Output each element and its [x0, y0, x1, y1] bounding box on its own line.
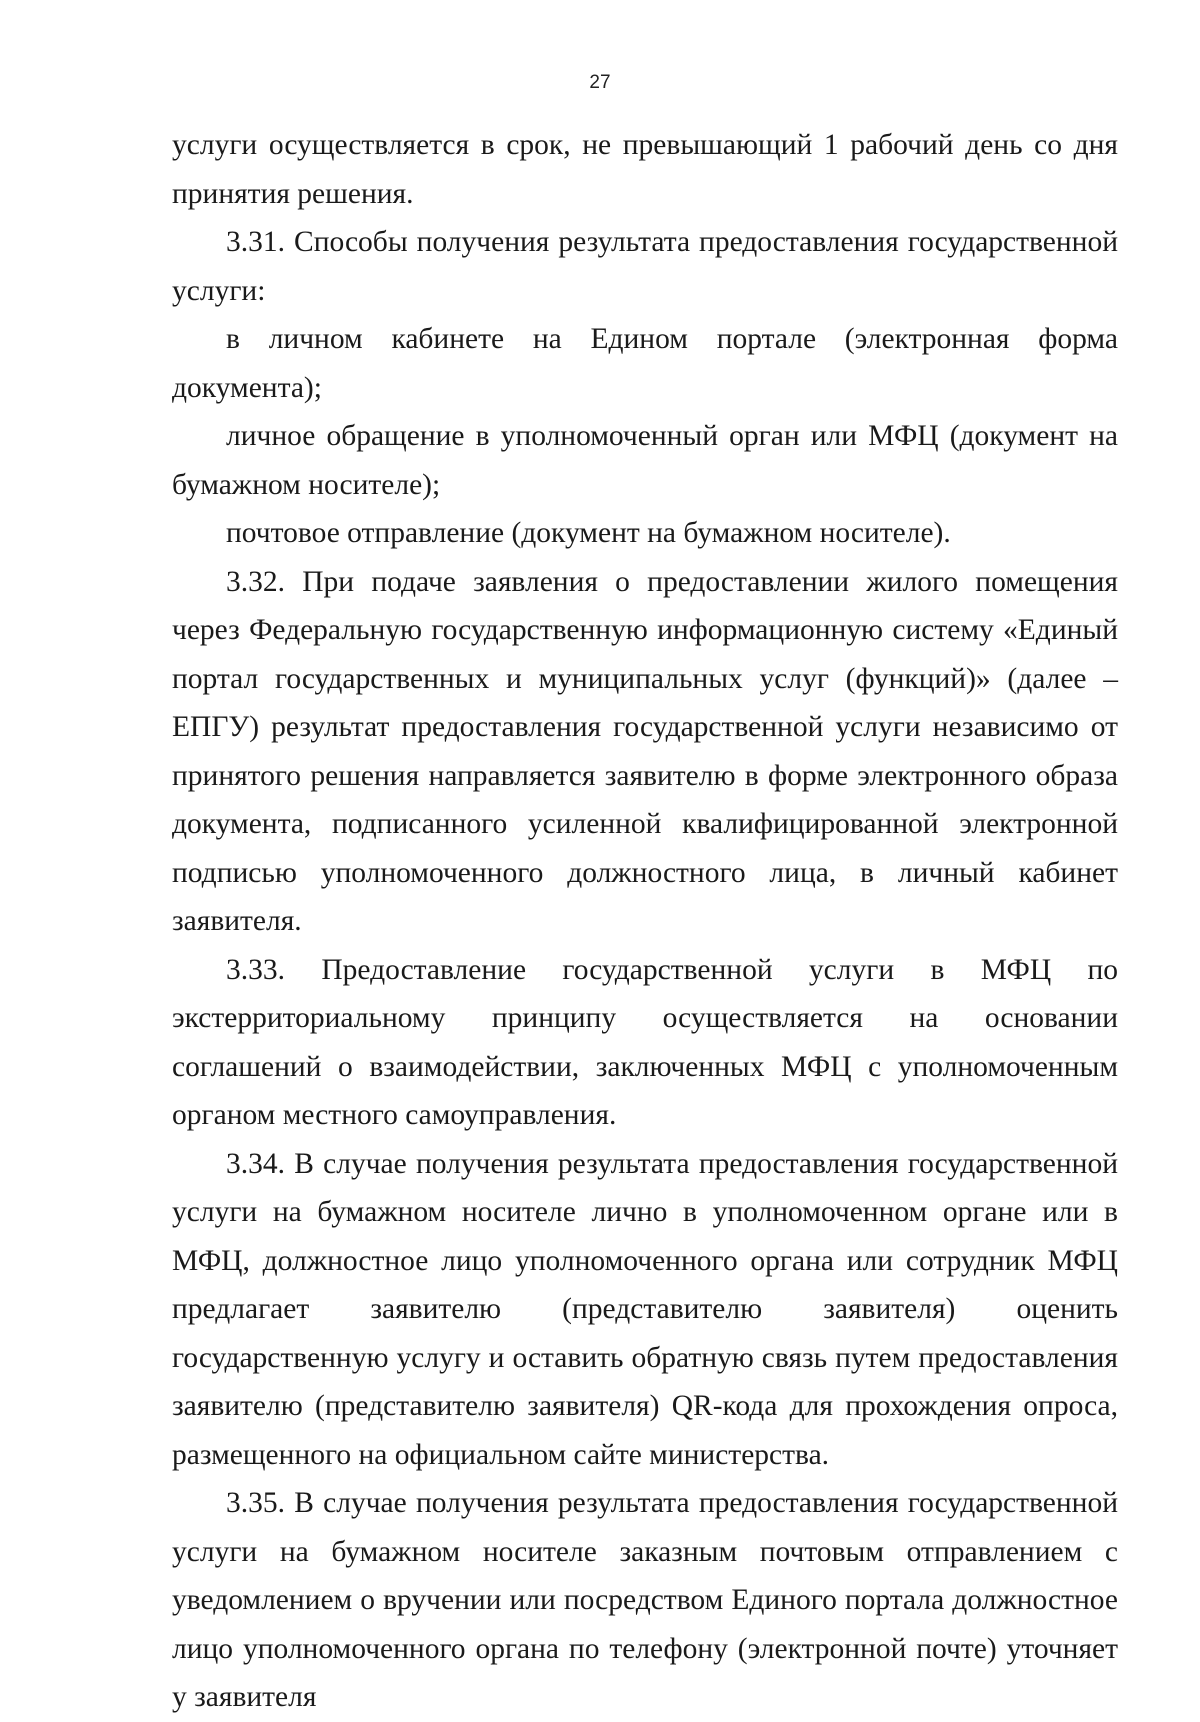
paragraph-3-35: 3.35. В случае получения результата предоставления государственной услуги на бумажном носителе заказным почтовым отправлением с уведомлением о вручении или посредством Единого портала должностное лицо уполномоченного органа по телефону (электронной почте) уточняет у заявителя	[172, 1487, 1118, 1713]
paragraph-3-31: 3.31. Способы получения результата предоставления государственной услуги:	[172, 226, 1118, 307]
paragraph-option-postal: почтовое отправление (документ на бумажном носителе).	[226, 517, 951, 549]
paragraph-3-34: 3.34. В случае получения результата предоставления государственной услуги на бумажном носителе лично в уполномоченном органе или в МФЦ, должностное лицо уполномоченного органа или сотрудник МФЦ предлагает заявителю (представителю заявителя) оценить государственную услугу и оставить обратную связь путем предоставления заявителю (представителю заявителя) QR-кода для прохождения опроса, размещенного на официальном сайте министерства.	[172, 1147, 1118, 1471]
paragraph-option-personal-visit: личное обращение в уполномоченный орган или МФЦ (документ на бумажном носителе);	[172, 420, 1118, 501]
paragraph-option-personal-cabinet: в личном кабинете на Едином портале (электронная форма документа);	[172, 323, 1118, 404]
page-number: 27	[589, 72, 611, 93]
document-body	[172, 121, 1118, 1722]
paragraph-3-32: 3.32. При подаче заявления о предоставлении жилого помещения через Федеральную государственную информационную систему «Единый портал государственных и муниципальных услуг (функций)» (далее – ЕПГУ) результат предоставления государственной услуги независимо от принятого решения направляется заявителю в форме электронного образа документа, подписанного усиленной квалифицированной электронной подписью уполномоченного должностного лица, в личный кабинет заявителя.	[172, 565, 1118, 937]
paragraph-continuation: услуги осуществляется в срок, не превышающий 1 рабочий день со дня принятия решения.	[172, 129, 1118, 210]
paragraph-3-33: 3.33. Предоставление государственной услуги в МФЦ по экстерриториальному принципу осуществляется на основании соглашений о взаимодействии, заключенных МФЦ с уполномоченным органом местного самоуправления.	[172, 953, 1118, 1131]
